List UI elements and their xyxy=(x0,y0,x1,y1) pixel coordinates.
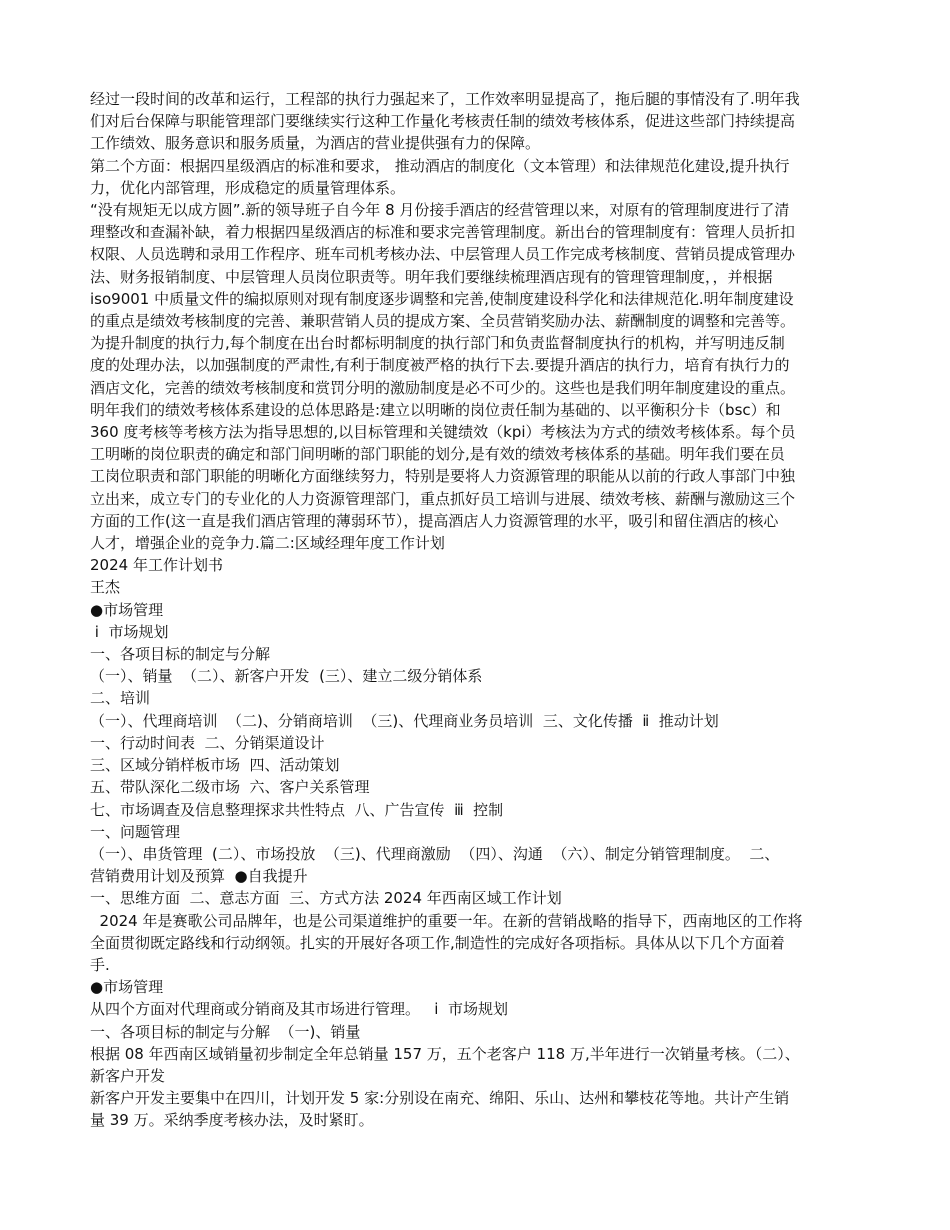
text-line: 权限、人员选聘和录用工作程序、班车司机考核办法、中层管理人员工作完成考核制度、营销员提成管理办 xyxy=(90,245,796,264)
text-line: 360 度考核等考核方法为指导思想的,以目标管理和关键绩效（kpi）考核法为方式的绩效考核体系。每个员 xyxy=(90,423,796,442)
text-line: 工明晰的岗位职责的确定和部门间明晰的部门职能的划分,是有效的绩效考核体系的基础。明年我们要在员 xyxy=(90,445,785,464)
text-line: 2024 年是赛歌公司品牌年，也是公司渠道维护的重要一年。在新的营销战略的指导下，西南地区的工作将 xyxy=(90,911,803,930)
text-line: 2024 年工作计划书 xyxy=(90,556,223,575)
text-line: ⅰ 市场规划 xyxy=(90,622,169,641)
text-line: 工作绩效、服务意识和服务质量，为酒店的营业提供强有力的保障。 xyxy=(90,134,541,153)
text-line: ●市场管理 xyxy=(90,600,164,619)
text-line: 力，优化内部管理，形成稳定的质量管理体系。 xyxy=(90,178,406,197)
text-line: 营销费用计划及预算 ●自我提升 xyxy=(90,867,308,886)
text-line: 们对后台保障与职能管理部门要继续实行这种工作量化考核责任制的绩效考核体系，促进这些部门持续提高 xyxy=(90,112,796,131)
text-line: 人才，增强企业的竞争力.篇二:区域经理年度工作计划 xyxy=(90,534,445,553)
text-line: 法、财务报销制度、中层管理人员岗位职责等。明年我们要继续梳理酒店现有的管理管理制度，，并根据 xyxy=(90,267,773,286)
text-line: 手. xyxy=(90,955,110,974)
text-line: iso9001 中质量文件的编拟原则对现有制度逐步调整和完善,使制度建设科学化和法律规范化.明年制度建设 xyxy=(90,289,794,308)
text-line: 一、各项目标的制定与分解 （一)、销量 xyxy=(90,1022,361,1041)
text-line: 度的处理办法，以加强制度的严肃性,有利于制度被严格的执行下去.要提升酒店的执行力，培育有执行力的 xyxy=(90,356,790,375)
text-line: 的重点是绩效考核制度的完善、兼职营销人员的提成方案、全员营销奖励办法、薪酬制度的调整和完善等。 xyxy=(90,312,796,331)
text-line: ●市场管理 xyxy=(90,978,164,997)
text-line: 七、市场调查及信息整理探求共性特点 八、广告宣传 ⅲ 控制 xyxy=(90,800,504,819)
text-line: 一、行动时间表 二、分销渠道设计 xyxy=(90,733,325,752)
text-line: 理整改和查漏补缺，着力根据四星级酒店的标准和要求完善管理制度。新出台的管理制度有：管理人员折扣 xyxy=(90,223,796,242)
text-line: 根据 08 年西南区域销量初步制定全年总销量 157 万，五个老客户 118 万,半年进行一次销量考核。（二）、 xyxy=(90,1044,800,1063)
text-line: （一）、销量 （二）、新客户开发 (三）、建立二级分销体系 xyxy=(90,667,483,686)
text-line: （一）、代理商培训 （二)、分销商培训 （三)、代理商业务员培训 三、文化传播 ⅱ 推动计划 xyxy=(90,711,719,730)
text-line: 一、思维方面 二、意志方面 三、方式方法 2024 年西南区域工作计划 xyxy=(90,889,562,908)
text-line: 第二个方面：根据四星级酒店的标准和要求， 推动酒店的制度化（文本管理）和法律规范化建设,提升执行 xyxy=(90,156,790,175)
text-line: 二、培训 xyxy=(90,689,151,708)
text-line: 王杰 xyxy=(90,578,121,597)
text-line: 经过一段时间的改革和运行，工程部的执行力强起来了，工作效率明显提高了，拖后腿的事情没有了.明年我 xyxy=(90,90,800,108)
text-line: 工岗位职责和部门职能的明晰化方面继续努力，特别是要将人力资源管理的职能从以前的行政人事部门中独 xyxy=(90,467,796,486)
text-line: （一）、串货管理 (二）、市场投放 （三)、代理商激励 （四）、沟通 （六）、制定分销管理制度。 二、 xyxy=(90,844,780,863)
text-line: 新客户开发主要集中在四川，计划开发 5 家:分别设在南充、绵阳、乐山、达州和攀枝花等地。共计产生销 xyxy=(90,1089,790,1108)
text-line: 全面贯彻既定路线和行动纲领。扎实的开展好各项工作,制造性的完成好各项指标。具体从以下几个方面着 xyxy=(90,933,785,952)
text-line: 三、区域分销样板市场 四、活动策划 xyxy=(90,756,340,775)
text-line: 一、问题管理 xyxy=(90,822,181,841)
text-line: “没有规矩无以成方圆”.新的领导班子自今年 8 月份接手酒店的经营管理以来，对原有的管理制度进行了清 xyxy=(90,201,790,220)
text-line: 从四个方面对代理商或分销商及其市场进行管理。 ⅰ 市场规划 xyxy=(90,1000,509,1019)
text-line: 立出来，成立专门的专业化的人力资源管理部门，重点抓好员工培训与进展、绩效考核、薪酬与激励这三个 xyxy=(90,489,796,508)
text-line: 为提升制度的执行力,每个制度在出台时都标明制度的执行部门和负责监督制度执行的机构，并写明违反制 xyxy=(90,334,785,353)
text-line: 新客户开发 xyxy=(90,1066,166,1085)
text-line: 一、各项目标的制定与分解 xyxy=(90,645,271,664)
text-line: 量 39 万。采纳季度考核办法，及时紧盯。 xyxy=(90,1111,374,1130)
text-line: 酒店文化，完善的绩效考核制度和赏罚分明的激励制度是必不可少的。这些也是我们明年制度建设的重点。 xyxy=(90,378,796,397)
text-line: 明年我们的绩效考核体系建设的总体思路是:建立以明晰的岗位责任制为基础的、以平衡积分卡（bsc）和 xyxy=(90,400,781,419)
text-line: 方面的工作(这一直是我们酒店管理的薄弱环节），提高酒店人力资源管理的水平，吸引和留住酒店的核心 xyxy=(90,511,779,530)
text-line: 五、带队深化二级市场 六、客户关系管理 xyxy=(90,778,370,797)
